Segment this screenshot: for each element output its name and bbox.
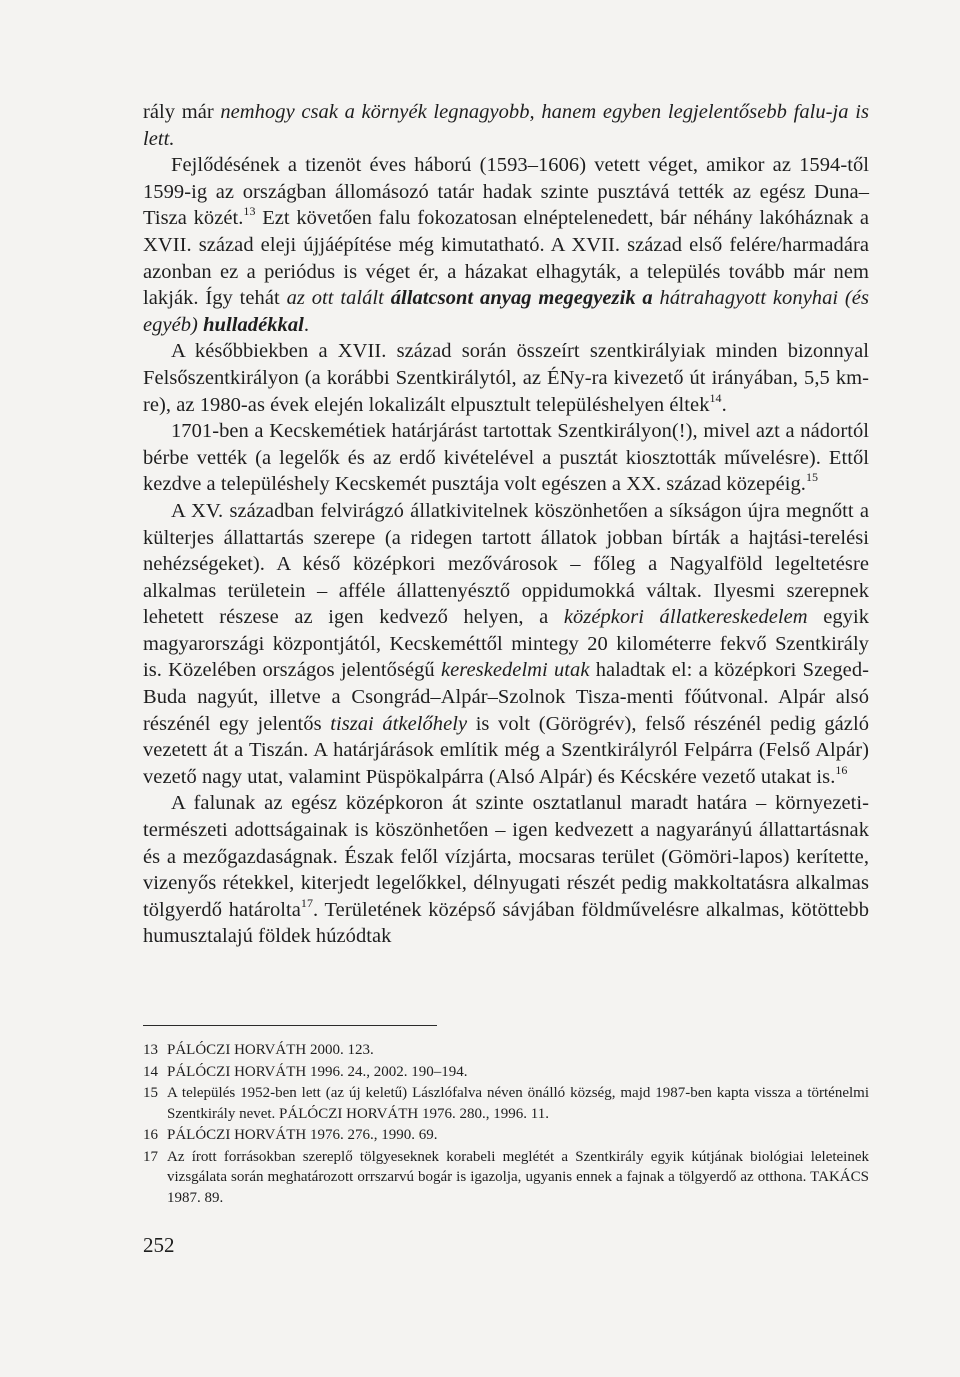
italic-text: kereskedelmi utak: [440, 659, 590, 682]
text-run: Fejlődésének a tizenöt éves háború (1593–1606) vetett véget, amikor az 1594-től 1599-ig az országban állomásozó tatár hadak szinte pusztává tették az egész Duna–Tisza közét.: [143, 154, 869, 230]
text-run: haladtak el: a középkori Szeged-Buda nagyút, illetve a Csongrád–Alpár–Szolnok Tisza-menti főútvonal. Alpár alsó részénél egy jelentős: [143, 659, 869, 735]
text-run: Ezt követően falu fokozatosan elnéptelenedett, bár néhány lakóháznak a XVII. század eleji újjáépítése még kimutatható. A XVII. század első felére/harmadára azonban ez a periódus is véget ér, a házakat elhagyták, a település tovább már nem lakják. Így tehát: [143, 207, 870, 310]
italic-text: tiszai átkelőhely: [330, 712, 468, 735]
footnote-text: PÁLÓCZI HORVÁTH 1996. 24., 2002. 190–194.: [167, 1063, 468, 1080]
body-text: [143, 99, 869, 950]
footnote: [143, 1147, 869, 1209]
paragraph: [143, 790, 869, 950]
text-run: 1701-ben a Kecskemétiek határjárást tartottak Szentkirályon(!), mivel azt a nádortól bérbe vették (a legelők és az erdő kivételével a pusztát kiosztották művelésre). Ettől kezdve a településhely Kecskemét pusztája volt egészen a XX. század közepéig.: [143, 420, 869, 496]
paragraph: [143, 99, 869, 152]
paragraph: [143, 498, 869, 791]
footnote: [143, 1040, 869, 1061]
footnote-number: 16: [143, 1127, 158, 1143]
paragraph: [143, 338, 869, 418]
footnote-text: A település 1952-ben lett (az új keletű) Lászlófalva néven önálló község, majd 1987-ben kapta vissza a történelmi Szentkirály nevet. PÁLÓCZI HORVÁTH 1976. 280., 1996. 11.: [167, 1085, 869, 1122]
footnote: [143, 1062, 869, 1083]
footnote-number: 15: [143, 1085, 158, 1101]
italic-text: nemhogy csak a környék legnagyobb, hanem egyben legjelentősebb falu-ja is lett.: [143, 101, 869, 150]
footnote-number: 17: [143, 1148, 158, 1165]
bold-italic-text: hulladékkal: [203, 313, 304, 336]
footnote-ref: 17: [300, 895, 314, 910]
text-run: is volt (Görögrév), felső részénél pedig gázló vezetett át a Tiszán. A határjárások említik még a Szentkirályról Felpárra (Felső Alpár) vezető nagy utat, valamint Püspökalpárra (Alsó Alpár) és Kécskére vezető utakat is.: [143, 712, 869, 788]
footnote-text: PÁLÓCZI HORVÁTH 1976. 276., 1990. 69.: [167, 1127, 438, 1143]
page-number: 252: [143, 1233, 175, 1257]
text-run: egyik magyarországi központjától, Kecskeméttől mintegy 20 kilométerre fekvő Szentkirály is. Közelében országos jelentőségű: [143, 606, 869, 682]
footnote-separator: [143, 1025, 437, 1026]
paragraph: [143, 418, 869, 498]
footnotes: [143, 1040, 869, 1209]
bold-italic-text: állatcsont anyag megegyezik a: [390, 287, 653, 310]
footnote-ref: 16: [835, 762, 848, 777]
footnote: [143, 1125, 869, 1146]
footnote: [143, 1083, 869, 1124]
footnote-ref: 13: [243, 204, 256, 219]
text-run: A falunak az egész középkoron át szinte osztatlanul maradt határa – környezeti-természeti adottságainak is köszönhetően – igen kedvezett a nagyarányú állattartásnak és a mezőgazdaságnak. Észak felől vízjárta, mocsaras terület (Gömöri-lapos) kerítette, vizenyős rétekkel, kiterjedt legelőkkel, délnyugati részét pedig makkoltatásra alkalmas tölgyerdő határolta: [143, 792, 869, 921]
text-run: rály már: [143, 101, 221, 123]
italic-text: középkori állatkereskedelem: [563, 606, 808, 629]
paragraph: [143, 152, 869, 338]
italic-text: az ott talált: [286, 287, 391, 310]
footnote-ref: 15: [805, 470, 819, 485]
text-run: A későbbiekben a XVII. század során összeírt szentkirályiak minden bizonnyal Felsőszentkirályon (a korábbi Szentkirálytól, az ÉNy-ra kivezető út irányában, 5,5 km-re), az 1980-as évek elején lokalizált elpusztult településhelyen éltek: [143, 340, 869, 416]
footnote-text: Az írott forrásokban szereplő tölgyeseknek korabeli meglétét a Szentkirály egyik kútjának biológiai leleteinek vizsgálata során meghatározott orrszarvú bogár is igazolja, ugyanis ennek a fajnak a tölgyerdő az otthona. TAKÁCS 1987. 89.: [167, 1148, 869, 1206]
text-run: . Területének középső sávjában földművelésre alkalmas, kötöttebb humusztalajú földek húzódtak: [143, 898, 869, 948]
text-run: A XV. században felvirágzó állatkivitelnek köszönhetően a síkságon újra megnőtt a külterjes állattartás szerepe (a ridegen tartott állatok jobban bírták a hajtási-terelési nehézségeket). A késő középkori mezővárosok – főleg a Nagyalföld legeltetésre alkalmas területein – afféle állattenyésztő oppidumokká váltak. Ilyesmi szerepnek lehetett részese az igen kedvező helyen, a: [143, 499, 869, 629]
footnote-ref: 14: [709, 390, 722, 405]
text-run: .: [303, 313, 310, 336]
footnote-number: 13: [143, 1042, 158, 1058]
italic-text: hátrahagyott konyhai (és egyéb): [143, 287, 869, 336]
text-run: .: [721, 393, 727, 416]
footnote-number: 14: [143, 1063, 158, 1080]
footnote-text: PÁLÓCZI HORVÁTH 2000. 123.: [167, 1042, 374, 1058]
